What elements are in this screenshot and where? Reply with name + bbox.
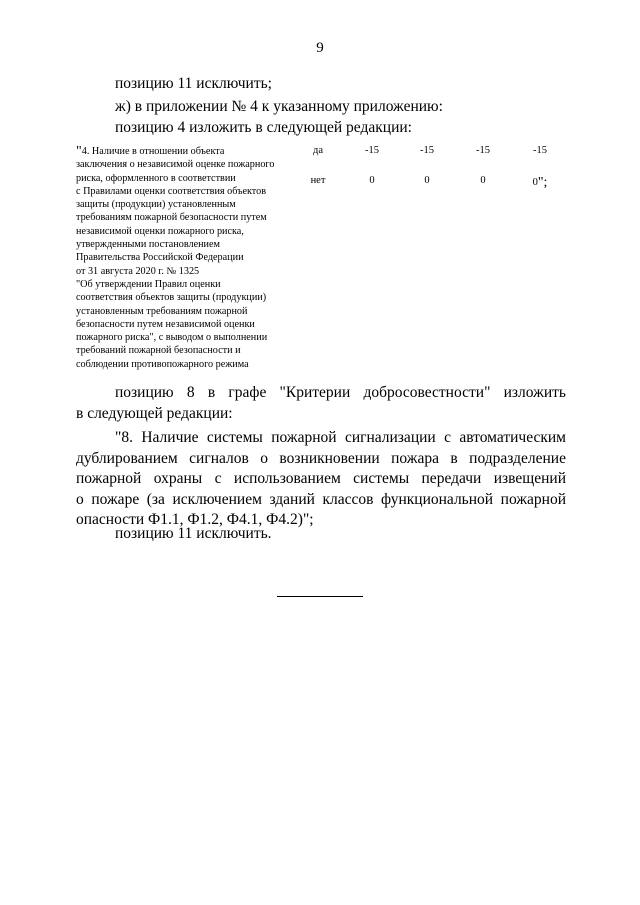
description-line: требований пожарной безопасности и	[76, 345, 241, 357]
close-quote: ";	[537, 175, 548, 190]
paragraph-line: о пожаре (за исключением зданий классов функциональной пожарной	[76, 490, 566, 508]
paragraph-line: "8. Наличие системы пожарной сигнализации с автоматическим	[115, 429, 566, 446]
score-cell: 0	[369, 175, 375, 186]
intro-line-1: позицию 11 исключить;	[115, 75, 272, 92]
description-line: защиты (продукции) установленным	[76, 199, 236, 211]
description-line: соблюдении противопожарного режима	[76, 358, 249, 370]
open-quote: "	[76, 144, 82, 159]
description-line: независимой оценки пожарного риска,	[76, 225, 244, 237]
description-line: "Об утверждении Правил оценки	[76, 278, 221, 290]
score-cell: 0";	[532, 175, 548, 190]
score-cell: -15	[476, 145, 490, 156]
description-line: соответствия объектов защиты (продукции)	[76, 292, 267, 304]
description-line: заключения о независимой оценке пожарного	[76, 159, 275, 171]
description-line: риска, оформленного в соответствии	[76, 172, 236, 184]
description-line: от 31 августа 2020 г. № 1325	[76, 265, 200, 277]
intro-line-3: позицию 4 изложить в следующей редакции:	[115, 119, 412, 136]
description-line: установленным требованиям пожарной	[76, 305, 248, 317]
intro-line-2: ж) в приложении № 4 к указанному приложению:	[115, 98, 443, 115]
paragraph-line: пожарной охраны с использованием системы передачи извещений	[76, 470, 566, 487]
description-line: пожарного риска", с выводом о выполнении	[76, 332, 268, 344]
description-line: "4. Наличие в отношении объекта	[76, 144, 225, 159]
paragraph-criteria	[76, 383, 566, 424]
score-cell: -15	[533, 145, 547, 156]
score-cell: -15	[420, 145, 434, 156]
paragraph-line: позицию 8 в графе "Критерии добросовестности" изложить	[115, 384, 566, 401]
paragraph-fire-alarm	[76, 428, 566, 531]
description-line: безопасности путем независимой оценки	[76, 318, 255, 330]
answer-cell: да	[312, 145, 323, 156]
score-cell: -15	[365, 145, 379, 156]
score-cell: 0	[480, 175, 486, 186]
paragraph-line: дублированием сигналов о возникновении пожара в подразделение	[76, 449, 566, 467]
description-line: требованиям пожарной безопасности путем	[76, 212, 267, 224]
closing-line: позицию 11 исключить.	[115, 525, 272, 542]
description-line: утвержденными постановлением	[76, 239, 220, 251]
page-number: 9	[316, 40, 324, 56]
answer-cell: нет	[310, 175, 326, 186]
paragraph-line: в следующей редакции:	[76, 404, 233, 422]
description-line: с Правилами оценки соответствия объектов	[76, 185, 267, 197]
end-divider	[277, 596, 363, 597]
paragraph-line: опасности Ф1.1, Ф1.2, Ф4.1, Ф4.2)";	[76, 511, 314, 528]
table-row-no	[76, 175, 566, 189]
description-line: Правительства Российской Федерации	[76, 252, 244, 264]
score-cell: 0	[424, 175, 430, 186]
table-row-yes	[76, 145, 566, 159]
